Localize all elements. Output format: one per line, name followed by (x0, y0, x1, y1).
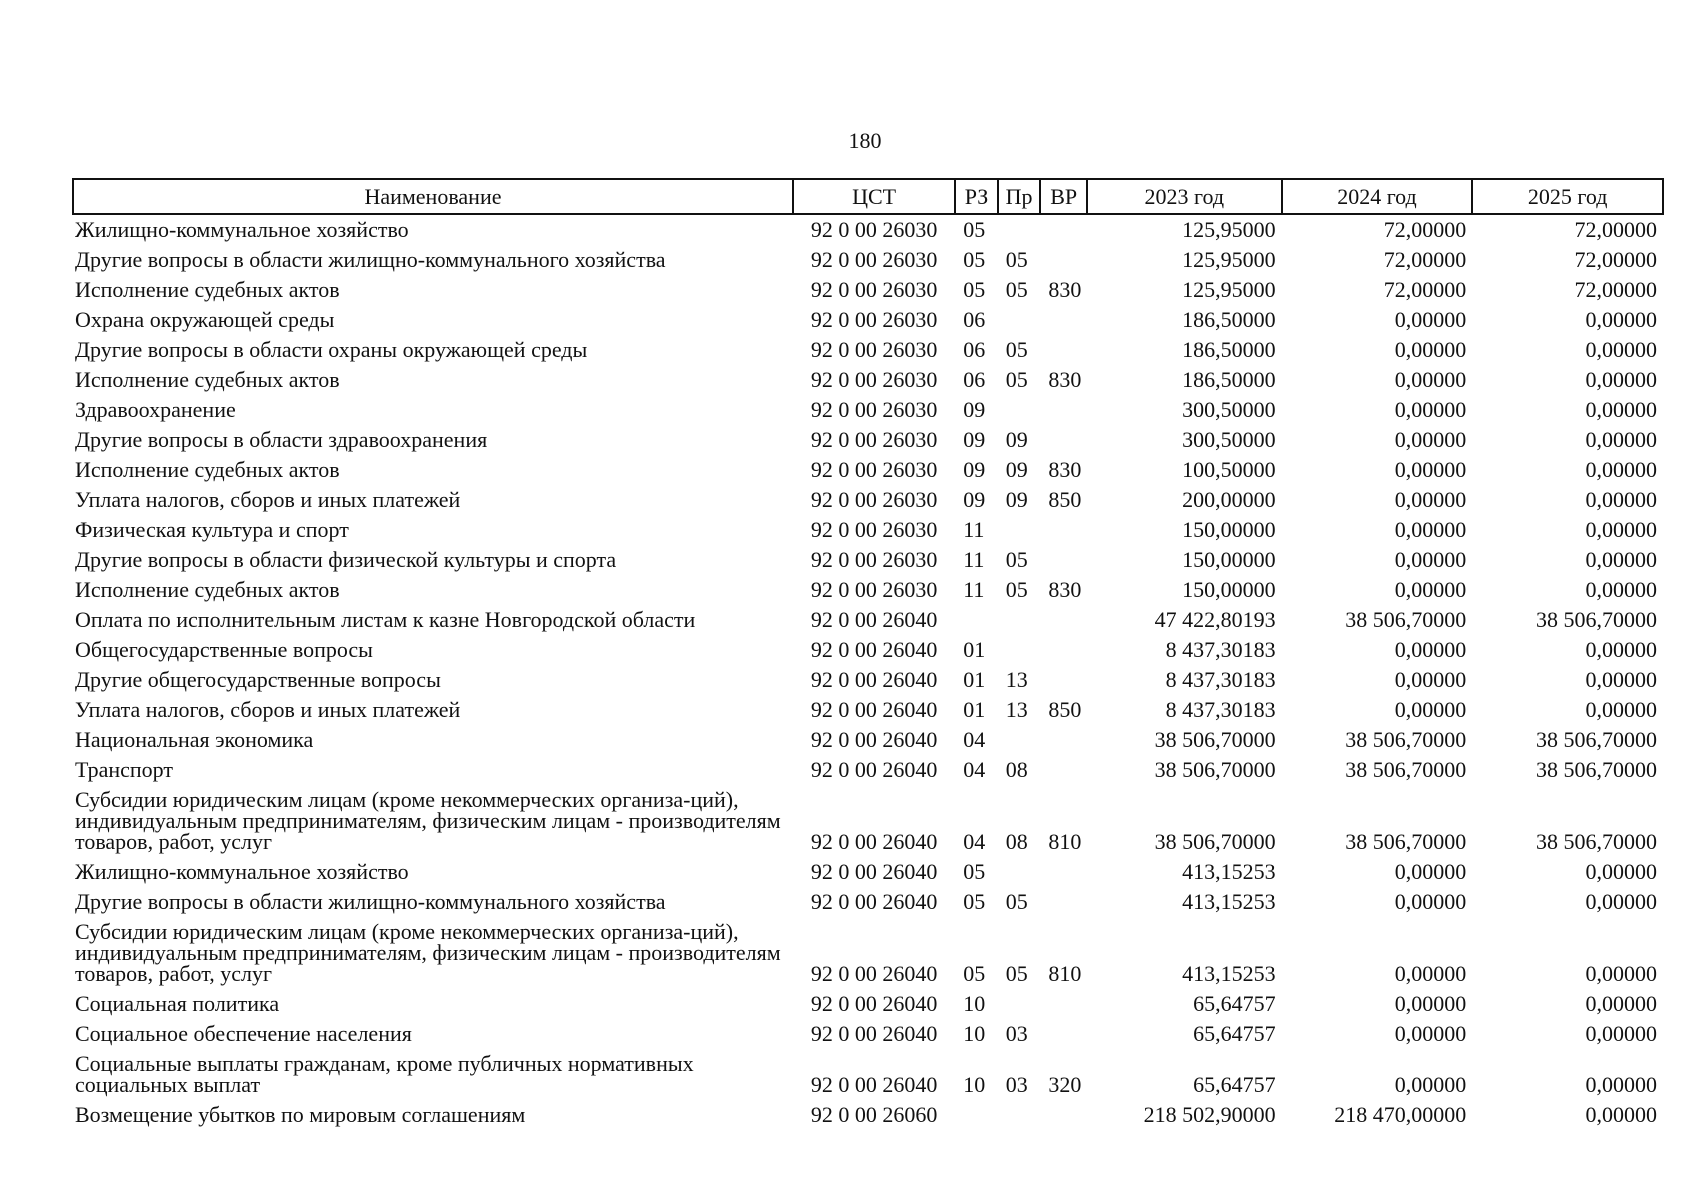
cell-rz: 06 (963, 337, 986, 362)
cell-pr: 13 (1005, 697, 1028, 722)
cell-name: Другие вопросы в области здравоохранения (75, 427, 488, 452)
cell-2025: 38 506,70000 (1536, 727, 1657, 752)
cell-cst: 92 0 00 26040 (810, 607, 938, 632)
cell-rz: 11 (963, 547, 985, 572)
cell-2025: 0,00000 (1585, 427, 1657, 452)
cell-name: Другие вопросы в области жилищно-коммунального хозяйства (75, 889, 666, 914)
cell-pr: 05 (1005, 961, 1028, 986)
cell-2023: 218 502,90000 (1143, 1102, 1276, 1127)
cell-rz: 11 (963, 577, 985, 602)
cell-2025: 0,00000 (1585, 337, 1657, 362)
cell-2024: 38 506,70000 (1345, 757, 1467, 782)
header-name: Наименование (73, 179, 793, 214)
table-row (73, 1100, 1663, 1130)
cell-2025: 38 506,70000 (1536, 757, 1657, 782)
cell-2024: 0,00000 (1394, 427, 1467, 452)
cell-name: Физическая культура и спорт (75, 517, 349, 542)
cell-rz: 01 (963, 697, 986, 722)
header-2023: 2023 год (1087, 179, 1282, 214)
cell-name: Охрана окружающей среды (75, 307, 335, 332)
cell-2024: 0,00000 (1394, 1072, 1467, 1097)
cell-2023: 300,50000 (1182, 397, 1276, 422)
cell-name: Национальная экономика (75, 727, 314, 752)
cell-pr (998, 515, 1041, 545)
cell-rz: 05 (963, 859, 986, 884)
cell-2023: 300,50000 (1182, 427, 1276, 452)
cell-2023: 65,64757 (1193, 991, 1276, 1016)
cell-cst: 92 0 00 26040 (810, 727, 938, 752)
cell-2025: 72,00000 (1574, 217, 1657, 242)
cell-cst: 92 0 00 26030 (810, 577, 938, 602)
cell-name: Здравоохранение (75, 397, 236, 422)
cell-2023: 186,50000 (1182, 337, 1276, 362)
cell-2025: 0,00000 (1585, 517, 1657, 542)
cell-name: Возмещение убытков по мировым соглашениям (75, 1102, 526, 1127)
cell-pr (998, 989, 1041, 1019)
cell-2024: 0,00000 (1394, 577, 1467, 602)
cell-2024: 38 506,70000 (1345, 829, 1467, 854)
cell-pr: 03 (1005, 1072, 1028, 1097)
cell-vr (1040, 857, 1087, 887)
cell-cst: 92 0 00 26030 (810, 397, 938, 422)
cell-cst: 92 0 00 26030 (810, 457, 938, 482)
cell-cst: 92 0 00 26030 (810, 277, 938, 302)
cell-cst: 92 0 00 26040 (810, 757, 938, 782)
cell-2024: 218 470,00000 (1334, 1102, 1467, 1127)
cell-cst: 92 0 00 26060 (810, 1102, 938, 1127)
cell-name: Уплата налогов, сборов и иных платежей (75, 697, 461, 722)
cell-rz: 10 (963, 1021, 986, 1046)
cell-cst: 92 0 00 26040 (810, 697, 938, 722)
cell-2024: 38 506,70000 (1345, 607, 1467, 632)
cell-pr: 05 (1005, 277, 1028, 302)
cell-vr (1040, 605, 1087, 635)
header-rz: РЗ (955, 179, 998, 214)
cell-vr (1040, 725, 1087, 755)
table-header-row (73, 179, 1663, 214)
table-row (73, 335, 1663, 365)
cell-2023: 8 437,30183 (1165, 697, 1276, 722)
cell-name: Общегосударственные вопросы (75, 637, 373, 662)
cell-2025: 0,00000 (1585, 667, 1657, 692)
table-row (73, 305, 1663, 335)
cell-2024: 0,00000 (1394, 859, 1467, 884)
cell-rz: 05 (963, 277, 986, 302)
cell-2025: 0,00000 (1585, 889, 1657, 914)
cell-cst: 92 0 00 26040 (810, 667, 938, 692)
cell-cst: 92 0 00 26030 (810, 307, 938, 332)
cell-cst: 92 0 00 26030 (810, 547, 938, 572)
cell-vr (1040, 545, 1087, 575)
cell-rz: 06 (963, 307, 986, 332)
cell-2023: 413,15253 (1182, 889, 1276, 914)
cell-vr (1040, 1019, 1087, 1049)
cell-pr: 05 (1005, 547, 1028, 572)
cell-cst: 92 0 00 26040 (810, 859, 938, 884)
cell-2025: 0,00000 (1585, 307, 1657, 332)
cell-pr (998, 305, 1041, 335)
cell-2023: 65,64757 (1193, 1021, 1276, 1046)
cell-cst: 92 0 00 26040 (810, 889, 938, 914)
header-pr: Пр (998, 179, 1041, 214)
cell-cst: 92 0 00 26040 (810, 961, 938, 986)
cell-2023: 186,50000 (1182, 307, 1276, 332)
cell-rz: 09 (963, 427, 986, 452)
cell-name: Исполнение судебных актов (75, 277, 340, 302)
cell-name: Оплата по исполнительным листам к казне Новгородской области (75, 607, 696, 632)
cell-2025: 38 506,70000 (1536, 829, 1657, 854)
cell-pr (998, 857, 1041, 887)
cell-cst: 92 0 00 26040 (810, 1072, 938, 1097)
cell-2023: 38 506,70000 (1154, 727, 1276, 752)
header-vr: ВР (1040, 179, 1087, 214)
cell-2025: 38 506,70000 (1536, 607, 1657, 632)
cell-vr (1040, 1100, 1087, 1130)
cell-rz: 11 (963, 517, 985, 542)
cell-vr: 810 (1048, 829, 1082, 854)
cell-vr: 810 (1048, 961, 1082, 986)
cell-2024: 0,00000 (1394, 991, 1467, 1016)
cell-2024: 0,00000 (1394, 397, 1467, 422)
cell-vr (1040, 635, 1087, 665)
cell-name: Исполнение судебных актов (75, 577, 340, 602)
cell-rz: 09 (963, 487, 986, 512)
cell-name: Социальное обеспечение населения (75, 1021, 412, 1046)
cell-2023: 125,95000 (1182, 277, 1276, 302)
table-row (73, 1049, 1663, 1100)
cell-rz: 01 (963, 667, 986, 692)
table-row (73, 395, 1663, 425)
table-row (73, 785, 1663, 857)
cell-2023: 413,15253 (1182, 961, 1276, 986)
cell-2023: 200,00000 (1182, 487, 1276, 512)
cell-rz: 05 (963, 889, 986, 914)
table-row (73, 485, 1663, 515)
cell-2024: 0,00000 (1394, 517, 1467, 542)
cell-rz: 04 (963, 727, 986, 752)
cell-rz: 04 (963, 757, 986, 782)
cell-2023: 47 422,80193 (1154, 607, 1276, 632)
cell-name: Другие общегосударственные вопросы (75, 667, 441, 692)
cell-cst: 92 0 00 26040 (810, 637, 938, 662)
cell-2023: 413,15253 (1182, 859, 1276, 884)
table-row (73, 425, 1663, 455)
cell-2025: 0,00000 (1585, 637, 1657, 662)
header-2025: 2025 год (1472, 179, 1663, 214)
cell-vr: 830 (1048, 577, 1082, 602)
table-row (73, 725, 1663, 755)
cell-rz: 05 (963, 217, 986, 242)
cell-2023: 38 506,70000 (1154, 829, 1276, 854)
cell-2025: 72,00000 (1574, 247, 1657, 272)
cell-vr (1040, 425, 1087, 455)
table-row (73, 275, 1663, 305)
cell-cst: 92 0 00 26030 (810, 337, 938, 362)
table-row (73, 365, 1663, 395)
cell-rz: 09 (963, 397, 986, 422)
cell-name: Транспорт (75, 757, 174, 782)
table-row (73, 635, 1663, 665)
cell-2024: 72,00000 (1383, 277, 1467, 302)
cell-vr: 830 (1048, 277, 1082, 302)
cell-pr (998, 725, 1041, 755)
table-row (73, 605, 1663, 635)
header-cst: ЦСТ (793, 179, 955, 214)
cell-2023: 38 506,70000 (1154, 757, 1276, 782)
cell-vr: 830 (1048, 457, 1082, 482)
cell-2024: 72,00000 (1383, 217, 1467, 242)
cell-pr: 05 (1005, 247, 1028, 272)
cell-2025: 0,00000 (1585, 487, 1657, 512)
cell-vr (1040, 245, 1087, 275)
cell-name: Социальные выплаты гражданам, кроме публичных нормативных социальных выплат (75, 1051, 694, 1097)
table-row (73, 989, 1663, 1019)
budget-table (72, 178, 1664, 1130)
cell-name: Исполнение судебных актов (75, 457, 340, 482)
cell-2023: 8 437,30183 (1165, 637, 1276, 662)
cell-2024: 72,00000 (1383, 247, 1467, 272)
cell-vr (1040, 665, 1087, 695)
cell-vr: 850 (1048, 487, 1082, 512)
cell-vr (1040, 989, 1087, 1019)
cell-pr: 09 (1005, 427, 1028, 452)
cell-pr: 05 (1005, 367, 1028, 392)
cell-name: Жилищно-коммунальное хозяйство (75, 859, 409, 884)
cell-rz (955, 605, 998, 635)
table-row (73, 545, 1663, 575)
table-row (73, 695, 1663, 725)
cell-2023: 150,00000 (1182, 517, 1276, 542)
header-2024: 2024 год (1282, 179, 1473, 214)
cell-name: Жилищно-коммунальное хозяйство (75, 217, 409, 242)
cell-rz: 04 (963, 829, 986, 854)
cell-2025: 0,00000 (1585, 457, 1657, 482)
cell-pr (998, 635, 1041, 665)
cell-2024: 0,00000 (1394, 367, 1467, 392)
cell-vr (1040, 395, 1087, 425)
cell-2023: 100,50000 (1182, 457, 1276, 482)
cell-name: Субсидии юридическим лицам (кроме некоммерческих организа-ций), индивидуальным предпринимателям, физическим лицам - производителям товаров, работ, услуг (75, 787, 781, 854)
cell-2025: 0,00000 (1585, 697, 1657, 722)
cell-2024: 38 506,70000 (1345, 727, 1467, 752)
table-row (73, 887, 1663, 917)
page-number: 180 (848, 128, 882, 153)
cell-rz: 10 (963, 1072, 986, 1097)
cell-vr (1040, 755, 1087, 785)
cell-2025: 0,00000 (1585, 961, 1657, 986)
cell-pr: 13 (1005, 667, 1028, 692)
cell-vr (1040, 335, 1087, 365)
cell-2024: 0,00000 (1394, 487, 1467, 512)
cell-2025: 0,00000 (1585, 397, 1657, 422)
cell-2025: 0,00000 (1585, 1102, 1657, 1127)
table-row (73, 755, 1663, 785)
cell-2024: 0,00000 (1394, 457, 1467, 482)
cell-name: Другие вопросы в области охраны окружающей среды (75, 337, 588, 362)
cell-2025: 0,00000 (1585, 577, 1657, 602)
cell-pr: 08 (1005, 829, 1028, 854)
cell-cst: 92 0 00 26030 (810, 217, 938, 242)
cell-2023: 186,50000 (1182, 367, 1276, 392)
table-row (73, 455, 1663, 485)
cell-vr (1040, 305, 1087, 335)
table-row (73, 515, 1663, 545)
cell-pr (998, 214, 1041, 245)
table-row (73, 917, 1663, 989)
cell-pr: 03 (1005, 1021, 1028, 1046)
cell-2024: 0,00000 (1394, 667, 1467, 692)
cell-vr: 830 (1048, 367, 1082, 392)
cell-cst: 92 0 00 26040 (810, 1021, 938, 1046)
table-row (73, 575, 1663, 605)
cell-cst: 92 0 00 26030 (810, 427, 938, 452)
table-row (73, 857, 1663, 887)
cell-pr (998, 1100, 1041, 1130)
cell-2023: 125,95000 (1182, 247, 1276, 272)
cell-2024: 0,00000 (1394, 637, 1467, 662)
cell-cst: 92 0 00 26040 (810, 829, 938, 854)
cell-2023: 150,00000 (1182, 547, 1276, 572)
cell-2025: 0,00000 (1585, 547, 1657, 572)
cell-2024: 0,00000 (1394, 1021, 1467, 1046)
cell-rz: 10 (963, 991, 986, 1016)
table-body (73, 214, 1663, 1130)
cell-rz (955, 1100, 998, 1130)
cell-2023: 65,64757 (1193, 1072, 1276, 1097)
cell-2024: 0,00000 (1394, 337, 1467, 362)
cell-rz: 06 (963, 367, 986, 392)
cell-2025: 0,00000 (1585, 1021, 1657, 1046)
cell-2024: 0,00000 (1394, 697, 1467, 722)
cell-rz: 01 (963, 637, 986, 662)
cell-rz: 05 (963, 961, 986, 986)
cell-vr (1040, 515, 1087, 545)
table-row (73, 1019, 1663, 1049)
cell-cst: 92 0 00 26030 (810, 487, 938, 512)
cell-pr: 09 (1005, 487, 1028, 512)
table-row (73, 214, 1663, 245)
cell-2023: 8 437,30183 (1165, 667, 1276, 692)
cell-2025: 0,00000 (1585, 991, 1657, 1016)
cell-vr: 320 (1048, 1072, 1082, 1097)
cell-vr (1040, 887, 1087, 917)
cell-cst: 92 0 00 26040 (810, 991, 938, 1016)
cell-name: Уплата налогов, сборов и иных платежей (75, 487, 461, 512)
cell-2023: 150,00000 (1182, 577, 1276, 602)
cell-pr: 05 (1005, 337, 1028, 362)
cell-vr: 850 (1048, 697, 1082, 722)
cell-2024: 0,00000 (1394, 307, 1467, 332)
cell-name: Исполнение судебных актов (75, 367, 340, 392)
cell-vr (1040, 214, 1087, 245)
cell-pr: 05 (1005, 577, 1028, 602)
cell-name: Субсидии юридическим лицам (кроме некоммерческих организа-ций), индивидуальным предпринимателям, физическим лицам - производителям товаров, работ, услуг (75, 919, 781, 986)
cell-2025: 0,00000 (1585, 859, 1657, 884)
cell-2024: 0,00000 (1394, 961, 1467, 986)
cell-2023: 125,95000 (1182, 217, 1276, 242)
cell-name: Социальная политика (75, 991, 280, 1016)
cell-pr: 08 (1005, 757, 1028, 782)
cell-2024: 0,00000 (1394, 889, 1467, 914)
cell-pr: 05 (1005, 889, 1028, 914)
cell-2024: 0,00000 (1394, 547, 1467, 572)
cell-cst: 92 0 00 26030 (810, 517, 938, 542)
cell-name: Другие вопросы в области жилищно-коммунального хозяйства (75, 247, 666, 272)
cell-rz: 05 (963, 247, 986, 272)
cell-cst: 92 0 00 26030 (810, 367, 938, 392)
cell-cst: 92 0 00 26030 (810, 247, 938, 272)
cell-rz: 09 (963, 457, 986, 482)
table-row (73, 665, 1663, 695)
cell-2025: 72,00000 (1574, 277, 1657, 302)
cell-name: Другие вопросы в области физической культуры и спорта (75, 547, 617, 572)
cell-pr: 09 (1005, 457, 1028, 482)
cell-pr (998, 605, 1041, 635)
cell-2025: 0,00000 (1585, 367, 1657, 392)
cell-pr (998, 395, 1041, 425)
cell-2025: 0,00000 (1585, 1072, 1657, 1097)
table-row (73, 245, 1663, 275)
